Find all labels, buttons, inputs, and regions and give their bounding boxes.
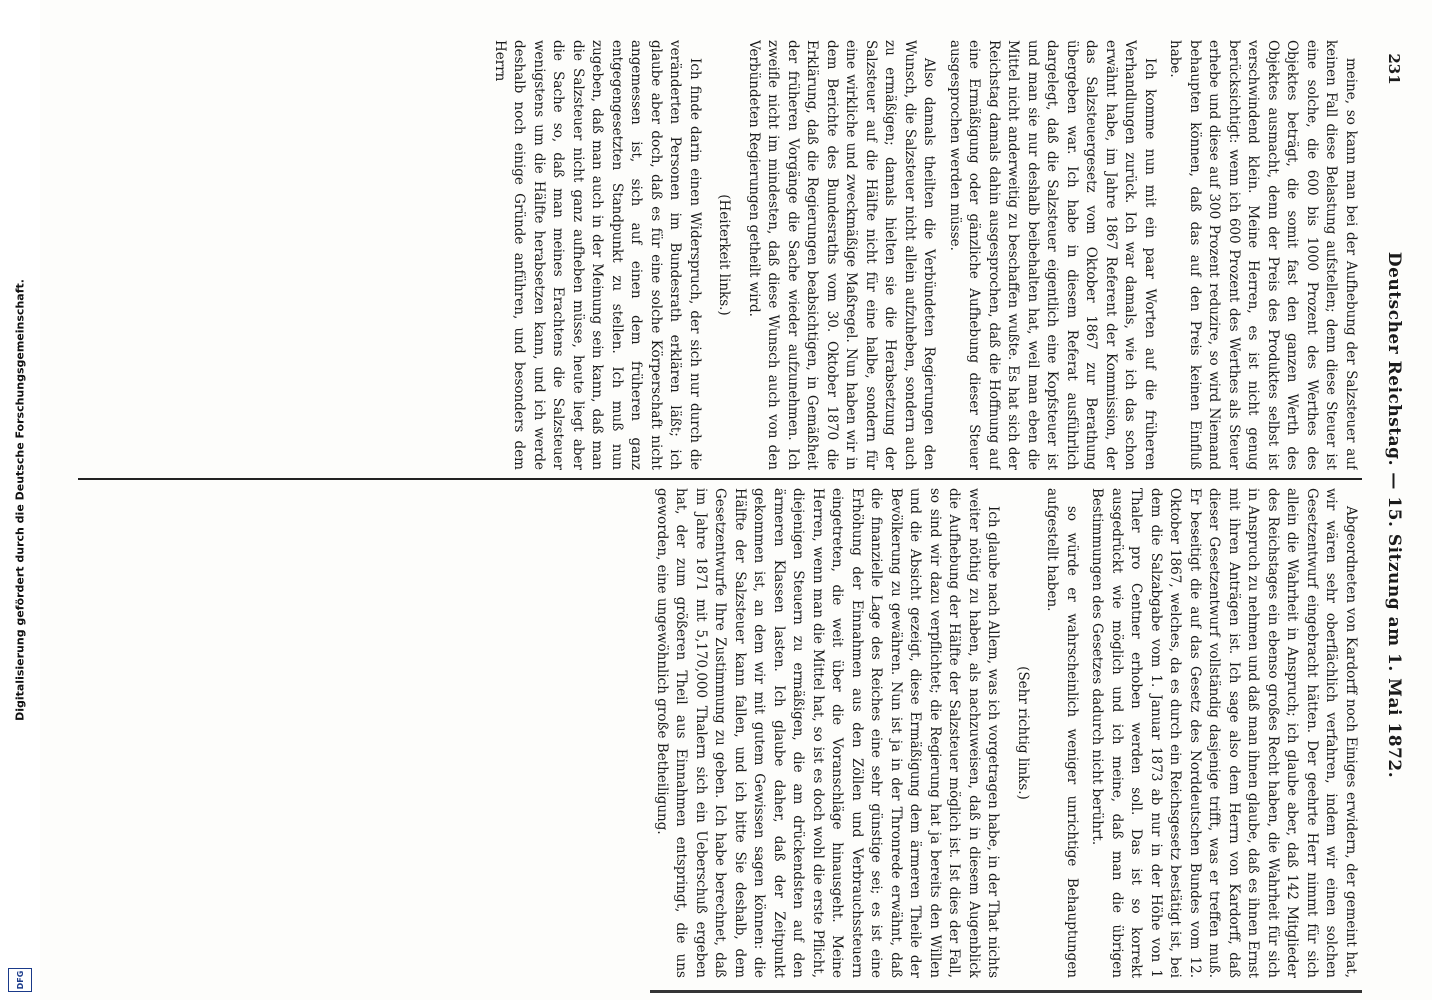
paragraph: meine, so kann man bei der Aufhebung der Salzsteuer auf keinen Fall diese Belastung aufstellen; denn diese Steuer ist eine solche, die 600 bis 1000 Prozent des Werthes des Objektes beträgt, die somit fast den ganzen Werth des Objektes ausmacht, denn der Preis des Produktes selbst ist verschwindend klein. Meine Herren, es ist nicht genug berücksichtigt: wenn ich 600 Prozent des Werthes als Steuer erhebe und diese auf 300 Prozent reduzire, so wird Niemand behaupten können, daß das auf den Preis keinen Einfluß habe. — [1167, 40, 1359, 470]
bottom-rule — [650, 990, 1362, 993]
upper-text-column — [78, 40, 1360, 470]
dfg-logo-icon: DFG — [8, 968, 32, 992]
upper-text-block — [78, 40, 1360, 470]
paragraph: Ich komme nun mit ein paar Worten auf die früheren Verhandlungen zurück. Ich war damals, wie ich das schon erwähnt habe, im Jahre 1867 Referent der Kommission, der das Salzsteuergesetz vom Oktober 1867 zur Berathung übergeben war. Ich habe in diesem Referat ausführlich dargelegt, daß die Salzsteuer eigentlich eine Kopfsteuer ist und man sie nur deshalb beibehalten hat, weil man eben die Mittel nicht anderweitig zu beschaffen wußte. Es hat sich der Reichstag damals dahin ausgesprochen, daß die Hoffnung auf eine Ermäßigung oder gänzliche Aufhebung dieser Steuer ausgesprochen werden müsse. — [947, 40, 1158, 470]
digitization-credit: Digitalisierung gefördert durch die Deutsche Forschungsgemeinschaft. — [13, 279, 27, 721]
lower-text-column — [78, 488, 1360, 978]
page-number: 231 — [1385, 53, 1403, 85]
paragraph: Ich finde darin einen Widerspruch, der sich nur durch die veränderten Personen im Bundesrath erklären läßt; ich glaube aber doch, daß es für eine solche Körperschaft nicht angemessen ist, sich auf einen dem früheren ganz entgegengesetzten Standpunkt zu stellen. Ich muß nun zugeben, daß man auch in der Meinung sein kann, daß man die Salzsteuer nicht ganz aufheben müsse, heute liegt aber die Sache so, daß man meines Erachtens die Salzsteuer wenigstens um die Hälfte herabsetzen kann, und ich werde deshalb noch einige Gründe anführen, und besonders dem Herrn — [492, 40, 703, 470]
left-margin-sidebar — [0, 0, 41, 1000]
interjection: (Sehr richtig links.) — [1015, 666, 1031, 800]
paragraph: so würde er wahrscheinlich weniger unrichtige Behauptungen aufgestellt haben. — [1044, 488, 1080, 978]
interjection: (Heiterkeit links.) — [716, 194, 733, 316]
paragraph: Abgeordneten von Kardorff noch Einiges erwidern, der gemeint hat, wir wären sehr oberflächlich verfahren, indem wir einen solchen Gesetzentwurf eingebracht hätten. Der geehrte Herr nimmt für sich allein die Wahrheit in Anspruch; ich glaube aber, daß 142 Mitglieder des Reichstages ein ebenso großes Recht haben, die Wahrheit für sich in Anspruch zu nehmen und daß man ihnen glaube, daß es ihnen Ernst mit ihren Anträgen ist. Ich sage also dem Herrn von Kardorff, daß dieser Gesetzentwurf vollständig dasjenige trifft, was er treffen muß. Er beseitigt die auf das Gesetz des Norddeutschen Bundes vom 12. Oktober 1867, welches, da es durch ein Reichsgesetz bestätigt ist, bei dem die Salzabgabe vom 1. Januar 1873 ab nur in der Höhe von 1 Thaler pro Centner erhoben werden soll. Das ist so korrekt ausgedrückt wie möglich und ich meine, daß man die übrigen Bestimmungen des Gesetzes dadurch nicht berührt. — [1089, 488, 1359, 978]
lower-text-block — [78, 488, 1360, 978]
column-divider-rule — [78, 478, 1362, 480]
paragraph: Ich glaube nach Allem, was ich vorgetragen habe, in der That nichts weiter nöthig zu haben, als nachzuweisen, daß in diesem Augenblick die Aufhebung der Hälfte der Salzsteuer möglich ist. Ist dies der Fall, so sind wir dazu verpflichtet; die Regierung hat ja bereits den Willen und die Absicht gezeigt, diese Ermäßigung dem ärmeren Theile der Bevölkerung zu gewähren. Nun ist ja in der Thronrede erwähnt, daß die finanzielle Lage des Reiches eine sehr günstige sei; es ist eine Erhöhung der Einnahmen aus den Zöllen und Verbrauchssteuern eingetreten, die weit über die Voranschläge hinausgeht. Meine Herren, wenn man die Mittel hat, so ist es doch wohl die erste Pflicht, diejenigen Steuern zu ermäßigen, die am drückendsten auf den ärmeren Klassen lasten. Ich glaube daher, daß der Zeitpunkt gekommen ist, an dem wir mit gutem Gewissen sagen können: die Hälfte der Salzsteuer kann fallen, und ich bitte Sie deshalb, dem Gesetzentwurfe Ihre Zustimmung zu geben. Ich habe berechnet, daß im Jahre 1871 mit 5,170,000 Thalern sich ein Ueberschuß ergeben hat, der zum größeren Theil aus Einnahmen entspringt, die uns geworden, eine ungewöhnlich große Betheiligung. — [654, 488, 1002, 978]
paragraph: Also damals theilten die Verbündeten Regierungen den Wunsch, die Salzsteuer nicht allein aufzuheben, sondern auch zu ermäßigen; damals hielten sie die Herabsetzung der Salzsteuer auf die Hälfte nicht für eine halbe, sondern für eine wirkliche und zweckmäßige Maßregel. Nun haben wir in dem Berichte des Bundesraths vom 30. Oktober 1870 die Erklärung, daß die Regierungen beabsichtigen, in Gemäßheit der früheren Vorgänge die Sache wieder aufzunehmen. Ich zweifle nicht im mindesten, daß diese Wunsch auch von den Verbündeten Regierungen getheilt wird. — [746, 40, 938, 470]
page-header — [1384, 53, 1404, 970]
header-title: Deutscher Reichstag. — 15. Sitzung am 1. Mai 1872. — [1384, 251, 1404, 779]
